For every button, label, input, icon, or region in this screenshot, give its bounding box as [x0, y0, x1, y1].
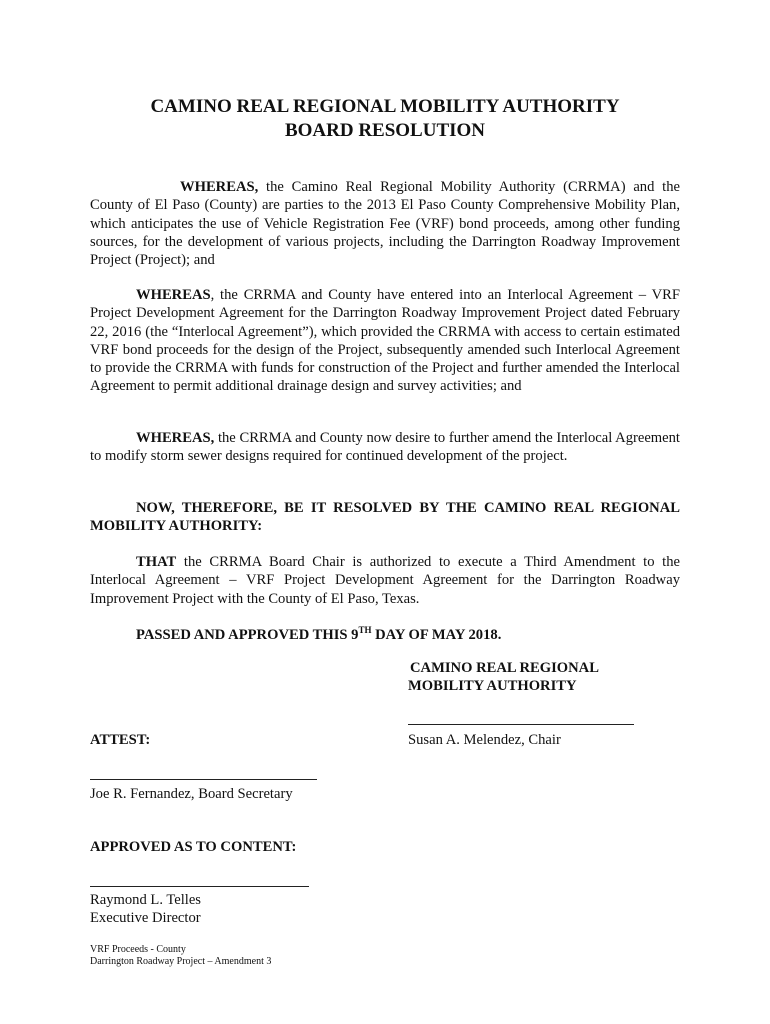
passed-and-approved — [136, 626, 501, 644]
title-line-2: BOARD RESOLUTION — [284, 120, 486, 141]
secretary-name: Joe R. Fernandez, Board Secretary — [90, 786, 293, 802]
whereas-paragraph-1 — [90, 178, 680, 269]
whereas-text-2: , the CRRMA and County have entered into an Interlocal Agreement – VRF Project Development Agreement for the Darrington Roadway Improvement Project dated February 22, 2016 (the “Interlocal Agreement”), which provided the CRRMA with access to certain estimated VRF bond proceeds for the design of the Project, subsequently amended such Interlocal Agreement to provide the CRRMA with funds for construction of the Project and further amended the Interlocal Agreement to permit additional drainage design and survey activities; and — [90, 287, 680, 395]
whereas-text-3: the CRRMA and County now desire to further amend the Interlocal Agreement to modify storm sewer designs required for continued development of the project. — [90, 430, 680, 465]
chair-signature-line — [408, 724, 634, 725]
whereas-lead-2: WHEREAS — [136, 287, 211, 303]
whereas-paragraph-3 — [90, 429, 680, 466]
whereas-paragraph-2 — [90, 286, 680, 396]
director-name: Raymond L. Telles — [90, 892, 201, 908]
passed-suffix: DAY OF MAY 2018. — [371, 627, 502, 643]
passed-prefix: PASSED AND APPROVED THIS 9 — [136, 627, 359, 643]
whereas-text-1: the Camino Real Regional Mobility Authority (CRRMA) and the County of El Paso (County) are parties to the 2013 El Paso County Comprehensive Mobility Plan, which anticipates the use of Vehicle Registration Fee (VRF) bond proceeds, among other funding sources, for the development of various projects, including the Darrington Roadway Improvement Project (Project); and — [90, 179, 680, 269]
footer-line-1: VRF Proceeds - County — [90, 944, 186, 955]
that-lead: THAT — [136, 554, 177, 570]
attest-label: ATTEST: — [90, 732, 151, 748]
chair-name: Susan A. Melendez, Chair — [408, 732, 561, 748]
signature-org-line-2: MOBILITY AUTHORITY — [408, 678, 577, 694]
signature-org-line-1: CAMINO REAL REGIONAL — [410, 660, 599, 676]
approved-label: APPROVED AS TO CONTENT: — [90, 839, 297, 855]
director-signature-line — [90, 886, 309, 887]
secretary-signature-line — [90, 779, 317, 780]
footer-line-2: Darrington Roadway Project – Amendment 3 — [90, 956, 272, 967]
title-line-1: CAMINO REAL REGIONAL MOBILITY AUTHORITY — [150, 96, 620, 117]
passed-sup: TH — [358, 625, 372, 635]
whereas-lead-1: WHEREAS, — [180, 179, 259, 195]
resolved-paragraph: NOW, THEREFORE, BE IT RESOLVED BY THE CAMINO REAL REGIONAL MOBILITY AUTHORITY: — [90, 500, 680, 535]
whereas-lead-3: WHEREAS, — [136, 430, 215, 446]
that-text: the CRRMA Board Chair is authorized to execute a Third Amendment to the Interlocal Agreement – VRF Project Development Agreement for the Darrington Roadway Improvement Project with the County of El Paso, Texas. — [90, 554, 680, 607]
director-title: Executive Director — [90, 910, 201, 926]
that-paragraph — [90, 553, 680, 608]
